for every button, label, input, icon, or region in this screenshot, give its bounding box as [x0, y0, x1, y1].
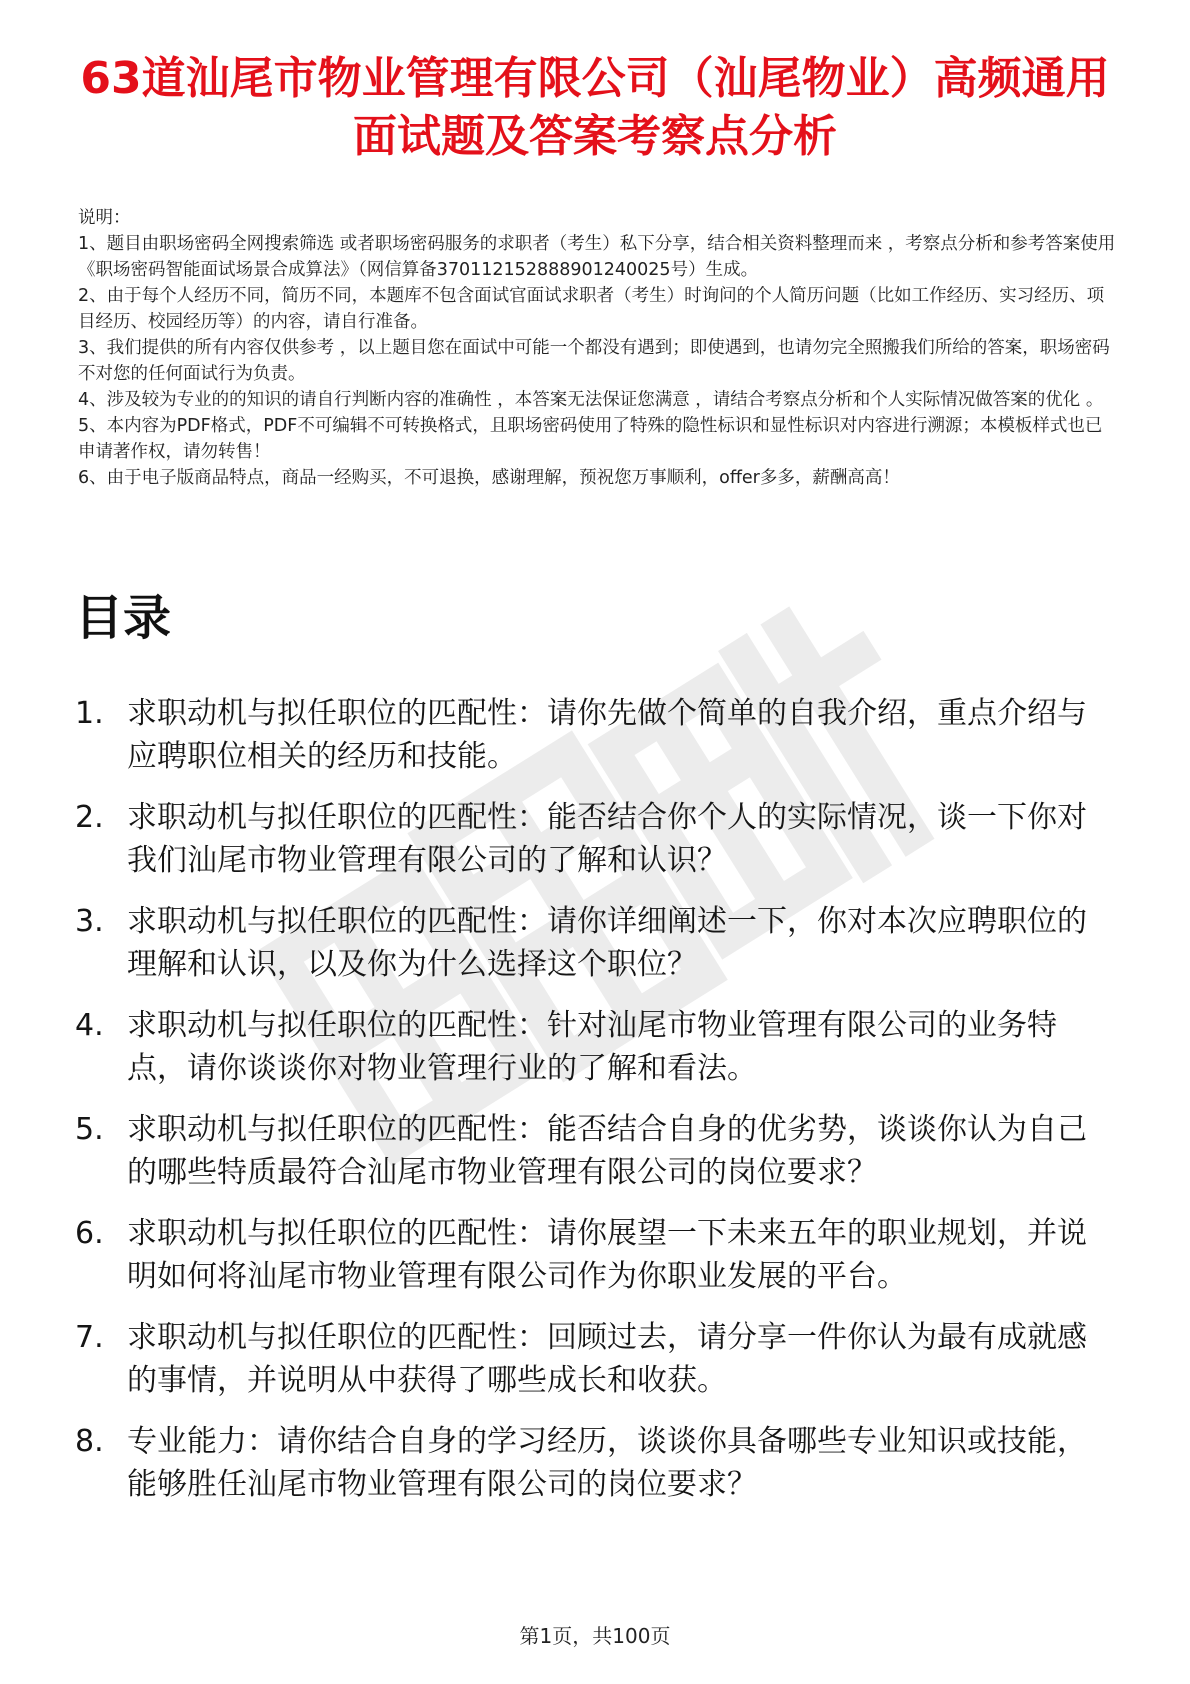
toc-item-1[interactable]: [75, 692, 1115, 778]
toc-item-number: 6.: [75, 1216, 104, 1251]
toc-item-number: 2.: [75, 800, 104, 835]
toc-item-8[interactable]: [75, 1420, 1115, 1506]
toc-item-text: 求职动机与拟任职位的匹配性：能否结合你个人的实际情况，谈一下你对我们汕尾市物业管理有限公司的了解和认识？: [127, 800, 1087, 878]
toc-item-text: 求职动机与拟任职位的匹配性：请你展望一下未来五年的职业规划，并说明如何将汕尾市物业管理有限公司作为你职业发展的平台。: [127, 1216, 1087, 1294]
toc-item-number: 7.: [75, 1320, 104, 1355]
toc-heading: 目录: [75, 590, 172, 646]
toc-item-text: 求职动机与拟任职位的匹配性：能否结合自身的优劣势，谈谈你认为自己的哪些特质最符合汕尾市物业管理有限公司的岗位要求？: [127, 1112, 1087, 1190]
toc-item-text: 求职动机与拟任职位的匹配性：回顾过去，请分享一件你认为最有成就感的事情，并说明从中获得了哪些成长和收获。: [127, 1320, 1087, 1398]
note-item-4: 4、涉及较为专业的的知识的请自行判断内容的准确性 ，本答案无法保证您满意 ，请结合考察点分析和个人实际情况做答案的优化 。: [78, 390, 1104, 410]
document-title: 63道汕尾市物业管理有限公司（汕尾物业）高频通用面试题及答案考察点分析: [80, 53, 1110, 162]
toc-item-number: 1.: [75, 696, 104, 731]
toc-item-number: 4.: [75, 1008, 104, 1043]
note-item-3: 3、我们提供的所有内容仅供参考 ，以上题目您在面试中可能一个都没有遇到；即使遇到，也请勿完全照搬我们所给的答案，职场密码不对您的任何面试行为负责。: [78, 338, 1110, 384]
toc-item-text: 求职动机与拟任职位的匹配性：针对汕尾市物业管理有限公司的业务特点，请你谈谈你对物业管理行业的了解和看法。: [127, 1008, 1057, 1086]
toc-item-number: 5.: [75, 1112, 104, 1147]
toc-item-5[interactable]: [75, 1108, 1115, 1194]
toc-item-6[interactable]: [75, 1212, 1115, 1298]
toc-item-3[interactable]: [75, 900, 1115, 986]
notes-section: [78, 205, 1118, 491]
note-item-5: 5、本内容为PDF格式，PDF不可编辑不可转换格式，且职场密码使用了特殊的隐性标识和显性标识对内容进行溯源；本模板样式也已申请著作权，请勿转售！: [78, 416, 1103, 462]
toc-item-text: 求职动机与拟任职位的匹配性：请你先做个简单的自我介绍，重点介绍与应聘职位相关的经历和技能。: [127, 696, 1087, 774]
page-footer: 第1页，共100页: [519, 1624, 671, 1648]
toc-list: [75, 692, 1115, 1524]
toc-item-number: 8.: [75, 1424, 104, 1459]
toc-item-text: 求职动机与拟任职位的匹配性：请你详细阐述一下，你对本次应聘职位的理解和认识，以及你为什么选择这个职位？: [127, 904, 1087, 982]
toc-item-text: 专业能力：请你结合自身的学习经历，谈谈你具备哪些专业知识或技能，能够胜任汕尾市物业管理有限公司的岗位要求？: [127, 1424, 1087, 1502]
note-item-2: 2、由于每个人经历不同，简历不同，本题库不包含面试官面试求职者（考生）时询问的个人简历问题（比如工作经历、实习经历、项目经历、校园经历等）的内容，请自行准备。: [78, 286, 1105, 332]
toc-item-number: 3.: [75, 904, 104, 939]
toc-item-7[interactable]: [75, 1316, 1115, 1402]
toc-item-2[interactable]: [75, 796, 1115, 882]
toc-item-4[interactable]: [75, 1004, 1115, 1090]
note-item-1: 1、题目由职场密码全网搜索筛选 或者职场密码服务的求职者（考生）私下分享，结合相关资料整理而来 ，考察点分析和参考答案使用《职场密码智能面试场景合成算法》（网信算备370112152888901240025号）生成。: [78, 234, 1116, 280]
notes-heading: 说明：: [78, 208, 131, 228]
note-item-6: 6、由于电子版商品特点，商品一经购买，不可退换，感谢理解，预祝您万事顺利，offer多多，薪酬高高！: [78, 468, 900, 488]
